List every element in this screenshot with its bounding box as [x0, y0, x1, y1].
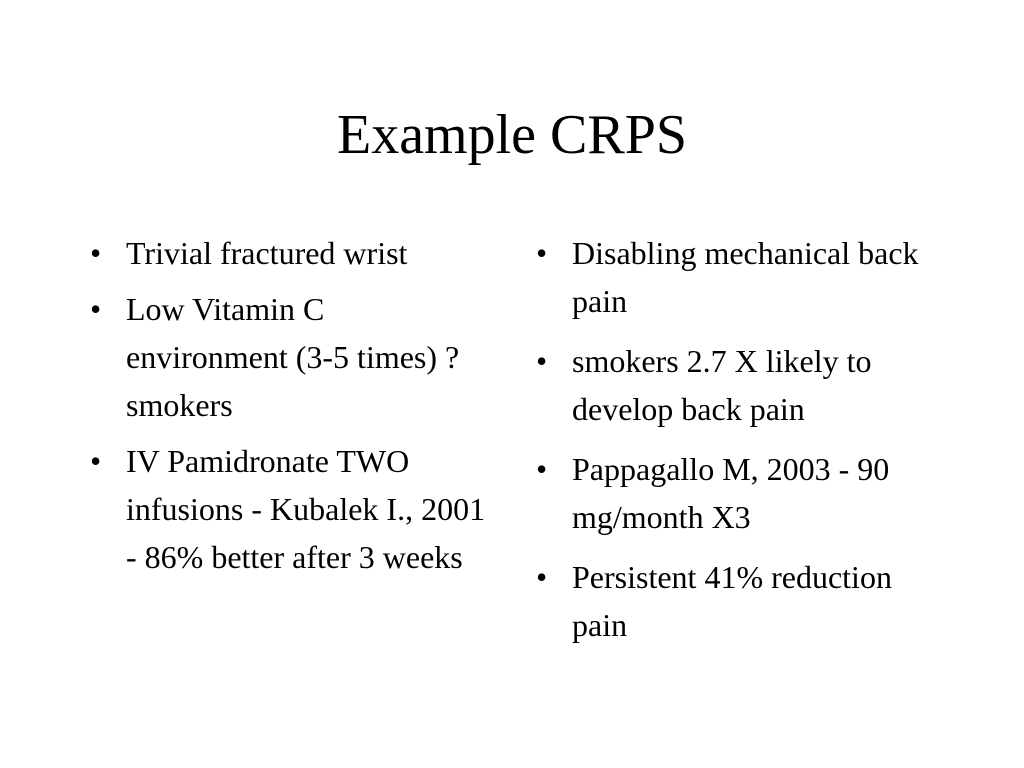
bullet-dot-icon: •: [90, 291, 102, 327]
right-bullet-list: [536, 229, 936, 661]
bullet-item: [536, 337, 936, 433]
bullet-item: [536, 445, 936, 541]
bullet-text: Low Vitamin C environment (3-5 times) ?smokers: [126, 291, 460, 423]
bullet-text: Persistent 41% reduction pain: [572, 559, 892, 643]
bullet-item: [536, 229, 936, 325]
bullet-item: [90, 437, 490, 581]
bullet-dot-icon: •: [536, 343, 548, 379]
bullet-dot-icon: •: [536, 235, 548, 271]
bullet-dot-icon: •: [536, 451, 548, 487]
bullet-dot-icon: •: [90, 443, 102, 479]
bullet-item: [90, 285, 490, 429]
left-bullet-list: [90, 229, 490, 589]
bullet-dot-icon: •: [536, 559, 548, 595]
slide-title: Example CRPS: [336, 104, 688, 166]
bullet-item: [536, 553, 936, 649]
bullet-text: IV Pamidronate TWO infusions - Kubalek I., 2001 - 86% better after 3 weeks: [126, 443, 486, 575]
bullet-text: Disabling mechanical back pain: [572, 235, 919, 319]
bullet-text: Pappagallo M, 2003 - 90 mg/month X3: [572, 451, 890, 535]
bullet-dot-icon: •: [90, 235, 102, 271]
bullet-text: smokers 2.7 X likely to develop back pain: [572, 343, 872, 427]
bullet-item: [90, 229, 490, 277]
bullet-text: Trivial fractured wrist: [126, 235, 408, 271]
